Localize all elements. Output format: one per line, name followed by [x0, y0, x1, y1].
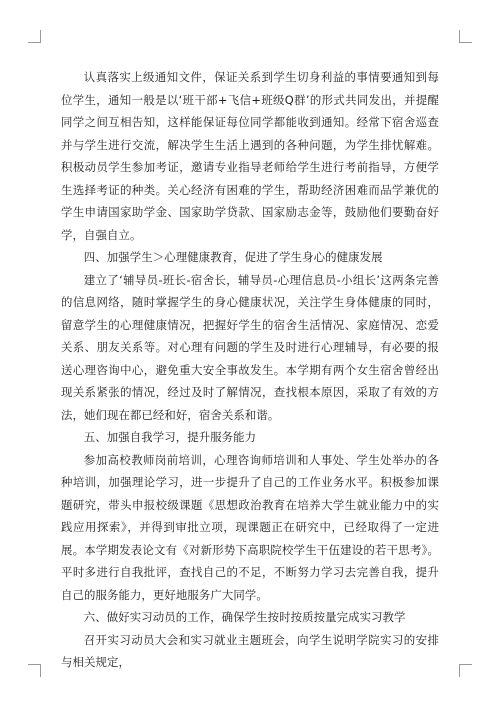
document-body: [61, 66, 439, 674]
crop-mark-top-right: [459, 30, 472, 43]
section-heading-4: 四、加强学生＞心理健康教育，促进了学生身心的健康发展: [83, 250, 383, 264]
crop-mark-top-left: [28, 30, 41, 43]
paragraph-notification: 认真落实上级通知文件，保证关系到学生切身利益的事情要通知到每位学生，通知一般是以‘班干部+飞信+班级Q群’的形式共同发出，并提醒同学之间互相告知，这样能保证每位同学都能收到通知。经常下宿舍巡查并与学生进行交流，解决学生生活上遇到的各种问题，为学生排忧解难。积极动员学生参加考证，邀请专业指导老师给学生进行考前指导，方便学生选择考证的种类。关心经济有困难的学生，帮助经济困难而品学兼优的学生申请国家助学金、国家助学贷款、国家励志金等，鼓励他们要勤奋好学，自强自立。: [61, 70, 439, 242]
paragraph-self-study: 参加高校教师岗前培训，心理咨询师培训和人事处、学生处举办的各种培训，加强理论学习，进一步提升了自己的工作业务水平。积极参加课题研究，带头申报校级课题《思想政治教育在培养大学生就业能力中的实践应用探索》，并得到审批立项，现课题正在研究中，已经取得了一定进展。本学期发表论文有《对新形势下高职院校学生干伍建设的若干思考》。平时多进行自我批评，查找自己的不足，不断努力学习去完善自我，提升自己的服务能力，更好地服务广大同学。: [61, 452, 439, 602]
crop-mark-bottom-right: [459, 664, 472, 677]
section-heading-5: 五、加强自我学习，提升服务能力: [83, 430, 257, 444]
crop-mark-bottom-left: [28, 664, 41, 677]
paragraph-internship: 召开实习动员大会和实习就业主题班会，向学生说明学院实习的安排与相关规定，: [61, 632, 439, 669]
paragraph-mental-health: 建立了‘辅导员-班长-宿舍长，辅导员-心理信息员-小组长’这两条完善的信息网络，随时掌握学生的身心健康状况，关注学生身体健康的同时，留意学生的心理健康情况，把握好学生的宿舍生活情况、家庭情况、恋爱关系、朋友关系等。对心理有问题的学生及时进行心理辅导，有必要的报送心理咨询中心，避免重大安全事故发生。本学期有两个女生宿舍曾经出现关系紧张的情况，经过及时了解情况，查找根本原因，采取了有效的方法，她们现在都已经和好，宿舍关系和谐。: [61, 272, 439, 422]
section-heading-6: 六、做好实习动员的工作，确保学生按时按质按量完成实习教学: [83, 610, 406, 624]
